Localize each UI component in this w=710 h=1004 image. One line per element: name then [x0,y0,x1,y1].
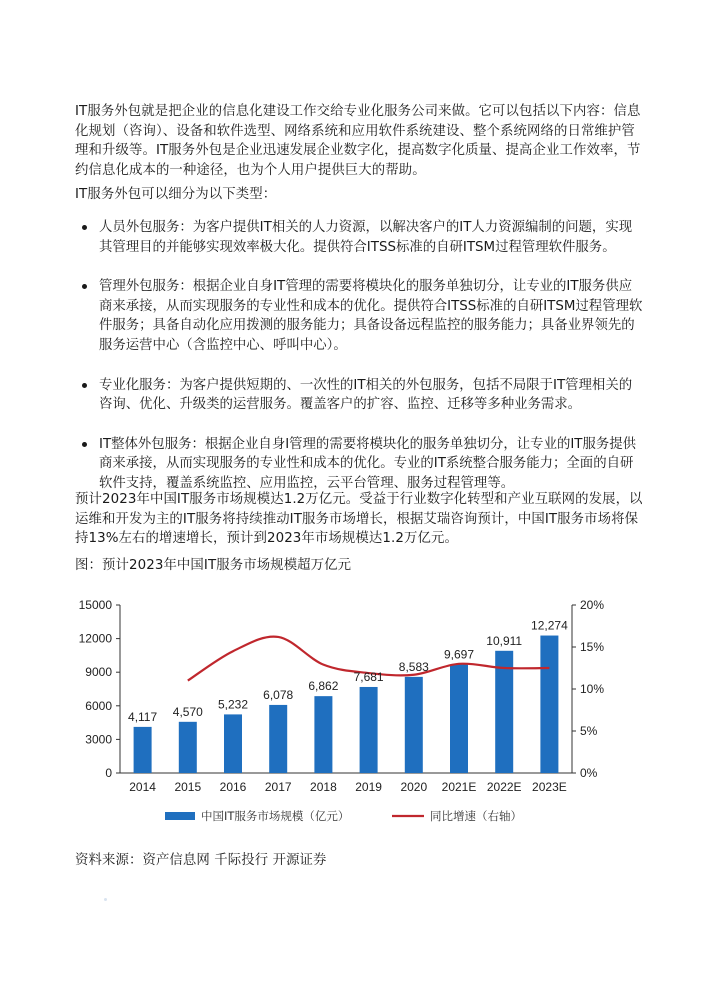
legend-label-line: 同比增速（右轴） [430,809,522,823]
bullet-icon [82,225,87,230]
x-tick-label: 2019 [355,780,382,794]
chart-legend [165,809,522,823]
x-tick-label: 2015 [174,780,202,794]
bar-value-label: 10,911 [486,633,523,648]
decorative-dot [104,898,107,901]
bar-value-label: 6,078 [263,687,294,702]
chart-axes [79,598,605,794]
bar [540,636,558,773]
x-tick-label: 2022E [486,780,522,794]
x-tick-label: 2016 [219,780,247,794]
list-item [75,435,645,494]
bar-value-label: 7,681 [353,669,384,684]
list-item [75,376,645,415]
list-item-text: IT整体外包服务：根据企业自身I管理的需要将模块化的服务单独切分，让专业的IT服务提供商来承接，从而实现服务的专业性和成本的优化。专业的IT系统整合服务能力；全面的自研软件支持，覆盖系统监控、应用监控，云平台管理、服务过程管理等。 [99,436,637,491]
bar-value-label: 12,274 [531,618,568,633]
figure-source: 资料来源：资产信息网 千际投行 开源证券 [75,853,327,868]
right-tick-label: 10% [580,682,605,696]
x-tick-label: 2017 [264,780,292,794]
bar [179,722,197,773]
bar [224,714,242,773]
types-heading: IT服务外包可以细分为以下类型： [75,187,277,202]
bar-value-label: 5,232 [217,697,249,712]
bar [269,705,287,773]
left-tick-label: 6000 [85,698,112,713]
right-tick-label: 0% [580,766,598,780]
bullet-icon [82,442,87,447]
bar [450,664,468,773]
list-item [75,277,645,355]
types-list [75,218,645,514]
x-tick-label: 2021E [441,780,477,794]
right-tick-label: 20% [580,598,605,612]
bar-value-label: 8,583 [398,659,429,674]
x-tick-label: 2018 [310,780,337,794]
figure-caption: 图：预计2023年中国IT服务市场规模超万亿元 [75,558,352,573]
forecast-paragraph: 预计2023年中国IT服务市场规模达1.2万亿元。受益于行业数字化转型和产业互联网的发展，以运维和开发为主的IT服务将持续推动IT服务市场增长，根据艾瑞咨询预计，中国IT服务市场将保持13%左右的增速增长，预计到2023年市场规模达1.2万亿元。 [75,492,643,547]
right-tick-label: 5% [580,724,598,738]
list-item [75,218,645,257]
bar-value-label: 9,697 [443,647,475,662]
x-tick-label: 2023E [532,780,567,794]
bar [314,696,332,773]
left-tick-label: 0 [105,766,112,780]
legend-swatch-bar [165,812,195,820]
left-tick-label: 15000 [78,598,112,612]
left-tick-label: 3000 [85,732,112,747]
bar [405,677,423,773]
bar-value-label: 4,570 [172,704,203,719]
bar [134,727,152,773]
intro-paragraph: IT服务外包就是把企业的信息化建设工作交给专业化服务公司来做。它可以包括以下内容：信息化规划（咨询）、设备和软件选型、网络系统和应用软件系统建设、整个系统网络的日常维护管理和升级等。IT服务外包是企业迅速发展企业数字化，提高数字化质量、提高企业工作效率，节约信息化成本的一种途径，也为个人用户提供巨大的帮助。 [75,104,641,178]
left-tick-label: 12000 [78,631,112,646]
right-tick-label: 15% [580,640,605,654]
list-item-text: 专业化服务：为客户提供短期的、一次性的IT相关的外包服务，包括不局限于IT管理相关的咨询、优化、升级类的运营服务。覆盖客户的扩容、监控、迁移等多种业务需求。 [99,377,633,413]
list-item-text: 管理外包服务：根据企业自身IT管理的需要将模块化的服务单独切分，让专业的IT服务供应商来承接，从而实现服务的专业性和成本的优化。提供符合ITSS标准的自研ITSM过程管理软件服务；具备自动化应用拨测的服务能力；具备设备远程监控的服务能力；具备业界领先的服务运营中心（含监控中心、呼叫中心）。 [99,279,643,353]
left-tick-label: 9000 [85,665,112,680]
bar-value-label: 6,862 [308,679,339,694]
bar-value-label: 4,117 [128,709,158,724]
legend-label-bar: 中国IT服务市场规模（亿元） [201,809,350,823]
list-item-text: 人员外包服务：为客户提供IT相关的人力资源，以解决客户的IT人力资源编制的问题，实现其管理目的并能够实现效率极大化。提供符合ITSS标准的自研ITSM过程管理软件服务。 [99,220,633,255]
x-tick-label: 2014 [129,780,156,794]
bar [360,687,378,773]
market-size-chart [70,585,630,835]
x-tick-label: 2020 [400,780,428,794]
bullet-icon [82,284,87,289]
bullet-icon [82,383,87,388]
